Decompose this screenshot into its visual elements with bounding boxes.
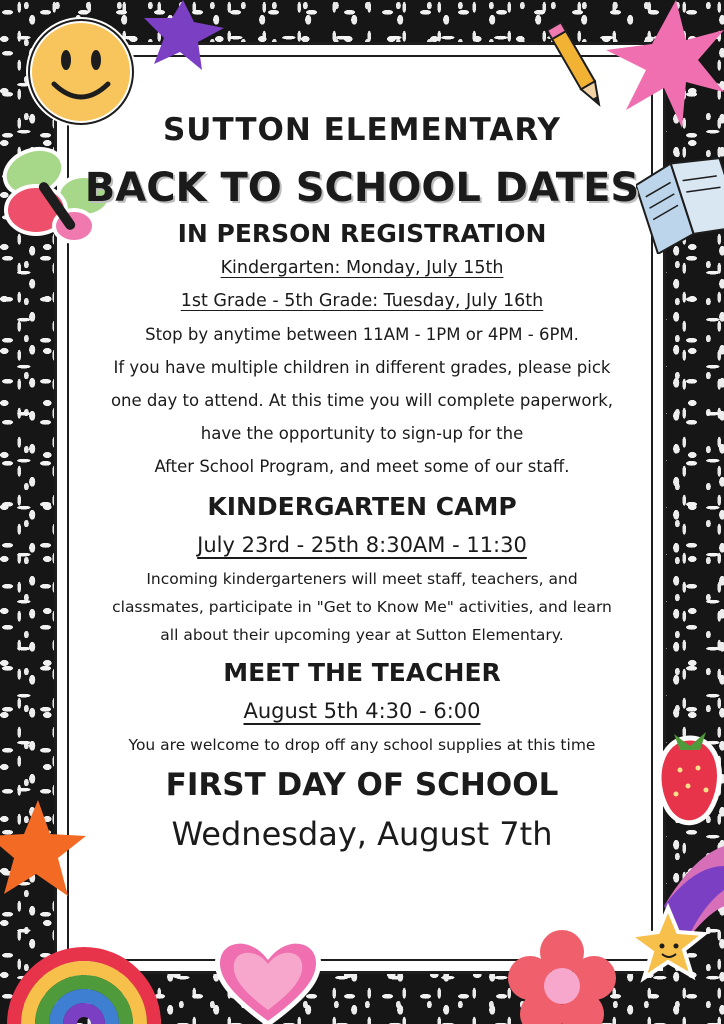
camp-line: Incoming kindergarteners will meet staff, teachers, and: [146, 570, 578, 588]
teacher-heading: MEET THE TEACHER: [223, 658, 501, 687]
grades-registration-date: 1st Grade - 5th Grade: Tuesday, July 16th: [180, 291, 544, 311]
camp-line: classmates, participate in "Get to Know Me" activities, and learn: [112, 598, 612, 616]
registration-line: have the opportunity to sign-up for the: [200, 424, 524, 443]
shooting-star-icon: [624, 846, 724, 986]
kindergarten-registration-date: Kindergarten: Monday, July 15th: [220, 258, 504, 278]
registration-heading: IN PERSON REGISTRATION: [177, 219, 547, 248]
school-name: SUTTON ELEMENTARY: [162, 112, 562, 148]
camp-heading: KINDERGARTEN CAMP: [207, 492, 517, 521]
registration-line: If you have multiple children in different grades, please pick: [113, 358, 611, 377]
registration-line: Stop by anytime between 11AM - 1PM or 4PM - 6PM.: [145, 325, 579, 344]
registration-line: one day to attend. At this time you will complete paperwork,: [110, 391, 614, 410]
teacher-dates: August 5th 4:30 - 6:00: [243, 699, 481, 723]
purple-star-icon: [138, 0, 228, 72]
heart-icon: [212, 934, 324, 1024]
page-title: BACK TO SCHOOL DATES: [84, 165, 640, 211]
camp-dates: July 23rd - 25th 8:30AM - 11:30: [197, 533, 527, 557]
first-day-heading: FIRST DAY OF SCHOOL: [165, 767, 559, 803]
teacher-note: You are welcome to drop off any school supplies at this time: [128, 736, 596, 754]
flyer-content: [62, 100, 662, 857]
camp-line: all about their upcoming year at Sutton Elementary.: [160, 626, 564, 644]
flower-icon: [508, 930, 616, 1024]
registration-line: After School Program, and meet some of our staff.: [154, 457, 570, 476]
first-day-date: Wednesday, August 7th: [171, 815, 553, 853]
rainbow-icon: [4, 924, 164, 1024]
